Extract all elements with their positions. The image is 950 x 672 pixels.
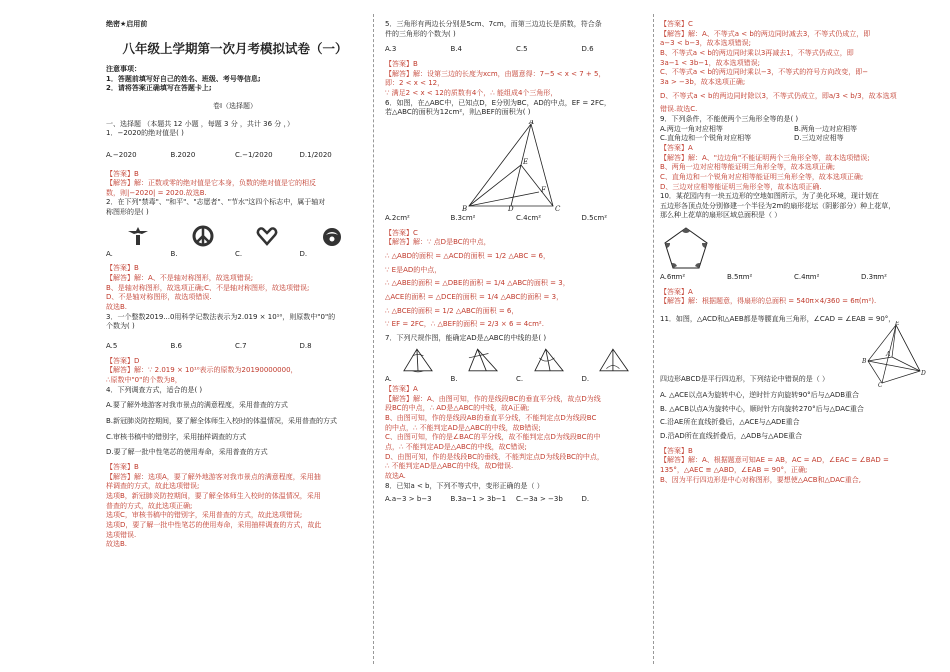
svg-text:B: B	[462, 204, 468, 212]
q5-stem-2: 件的三角形的个数为( )	[385, 29, 456, 38]
q7-option-b: B.	[450, 375, 458, 384]
column-middle	[385, 0, 647, 672]
q4-explanation-3: 选项B，新冠肺炎防控期间，要了解全体师生入校时的体温情况，采用	[106, 491, 321, 500]
q8-option-b: B.3a−1 > 3b−1	[450, 495, 507, 504]
q1-option-b: B.2020	[170, 150, 196, 159]
q8-explanation-8: 错误.故选C.	[660, 105, 698, 114]
q3-options	[106, 342, 364, 352]
q7-answer: 【答案】A	[385, 385, 418, 394]
q2-stem: 2．在下列"禁毒"、"和平"、"志愿者"、"节水"这四个标志中，属于轴对	[106, 198, 326, 207]
q6-answer: 【答案】C	[385, 228, 418, 237]
q1-explanation-2: 数，则|−2020| = 2020.故选B.	[106, 188, 207, 197]
q6-explanation-5: △ACE的面积 = △DCE的面积 = 1/4 △ABC的面积 = 3，	[385, 292, 564, 301]
svg-text:E: E	[895, 321, 900, 328]
q8-explanation-6: 3a > −3b，故本选项正确;	[660, 77, 746, 86]
q9-stem: 9．下列条件，不能使两个三角形全等的是( )	[660, 114, 799, 123]
q6-explanation-3: ∵ E是AD的中点，	[385, 265, 442, 274]
q8-stem: 8．已知a < b，下列不等式中，变形正确的是（ ）	[385, 481, 544, 490]
q9-options-row-2	[660, 134, 928, 144]
q2-options	[106, 250, 364, 260]
q10-option-c: C.4πm²	[794, 273, 820, 282]
q11-explanation: 【解答】解：A、根据题意可知AE = AB，AC = AD，∠EAC = ∠BAD =	[660, 456, 889, 465]
q4-explanation: 【解答】解：选项A，要了解外地游客对我市景点的满意程度，采用抽	[106, 472, 321, 481]
q6-explanation-6: ∴ △BCE的面积 = 1/2 △ABC的面积 = 6，	[385, 306, 519, 315]
q11-explanation-2: 135°，△AEC ≌ △ABD，∠EAB = 90°，正确;	[660, 466, 808, 475]
q3-stem-2: 个数为( )	[106, 322, 135, 331]
q10-option-b: B.5πm²	[727, 273, 753, 282]
q5-option-c: C.5	[516, 45, 528, 54]
q8-explanation-5: C、不等式a < b的两边同时乘以−3，不等式的符号方向改变，即−	[660, 68, 869, 77]
q1-options	[106, 151, 364, 161]
q4-option-a: A.要了解外地游客对我市景点的满意程度，采用普查的方式	[106, 401, 288, 410]
q5-explanation: 【解答】解：设第三边的长度为xcm，由题意得：7−5 < x < 7 + 5，	[385, 69, 606, 78]
q4-answer: 【答案】B	[106, 462, 139, 471]
q2-explanation-4: 故选B.	[106, 303, 128, 312]
q10-option-d: D.3πm²	[861, 273, 887, 282]
q9-explanation: 【解答】解：A、"边边角"不能证明两个三角形全等，故本选项错误;	[660, 153, 870, 162]
q2-explanation-2: B、是轴对称图形，故选项正确;C、不是轴对称图形，故选项错误;	[106, 283, 310, 292]
q8-option-d: D.	[581, 495, 590, 504]
q6-option-d: D.5cm²	[581, 213, 608, 222]
q5-option-d: D.6	[581, 45, 594, 54]
section-heading: 一、选择题 （本题共 12 小题 ，每题 3 分 ，共计 36 分 ，）	[106, 119, 295, 128]
q11-option-d: D.沿AD所在直线折叠后，△ADB与△ADE重合	[660, 432, 803, 441]
q9-explanation-2: B、两角一边对应相等能证明三角形全等，故本选项正确;	[660, 163, 836, 172]
q1-stem: 1．−2020的绝对值是( )	[106, 129, 184, 138]
notes-heading: 注意事项：	[106, 64, 141, 73]
q7-explanation-4: 的中点，∴ 不能判定AD是△ABC的中线，故B错误;	[385, 423, 541, 432]
q11-option-b: B. △ACB以点A为旋转中心，顺时针方向旋转270°后与△DAC重合	[660, 404, 864, 413]
q7-option-d: D.	[581, 375, 590, 384]
q5-explanation-2: 即：2 < x < 12，	[385, 79, 445, 88]
q4-explanation-5: 选项C，审核书稿中的错别字，采用普查的方式，故此选项错误;	[106, 511, 303, 520]
q8-option-a: A.a−3 > b−3	[385, 495, 432, 504]
triangle-abc-figure	[461, 120, 571, 212]
column-divider-2	[653, 14, 654, 664]
q10-explanation: 【解答】解：根据题意，得扇形的总面积 = 540π×4/360 = 6π(m²).	[660, 297, 877, 306]
q7-explanation-9: 故选A.	[385, 472, 406, 481]
q10-options	[660, 273, 928, 283]
q7-option-c: C.	[516, 375, 524, 384]
q9-option-c: C.直角边和一个锐角对应相等	[660, 134, 752, 143]
q7-explanation-5: C、由图可知，作的是∠BAC的平分线，故不能判定点D为线段BC的中	[385, 433, 601, 442]
q1-option-c: C.−1/2020	[235, 150, 273, 159]
svg-text:C: C	[555, 204, 561, 212]
q6-option-b: B.3cm²	[450, 213, 476, 222]
anti-drug-eagle-icon	[126, 224, 150, 248]
svg-text:B: B	[862, 358, 867, 366]
q9-answer: 【答案】A	[660, 143, 693, 152]
q11-stem-2: 四边形ABCD是平行四边形，下列结论中错误的是（ ）	[660, 375, 829, 384]
q3-option-a: A.5	[106, 342, 118, 351]
pentagon-garden-figure	[662, 225, 710, 271]
svg-text:D: D	[921, 370, 926, 378]
q9-explanation-3: C、直角边和一个锐角对应相等能证明三角形全等，故本选项正确;	[660, 172, 864, 181]
q5-options	[385, 45, 647, 55]
q2-option-c: C.	[235, 249, 243, 258]
column-divider-1	[373, 14, 374, 664]
q3-option-d: D.8	[299, 342, 312, 351]
q10-answer: 【答案】A	[660, 287, 693, 296]
q7-explanation: 【解答】解：A、由图可知，作的是线段BC的垂直平分线，故点D为线	[385, 394, 601, 403]
q1-option-d: D.1/2020	[299, 150, 332, 159]
q2-option-b: B.	[170, 249, 178, 258]
q3-option-c: C.7	[235, 342, 247, 351]
construction-c-icon	[532, 347, 566, 373]
q2-option-d: D.	[299, 249, 308, 258]
q10-stem-3: 那么种上花草的扇形区域总面积是（ ）	[660, 211, 782, 220]
svg-text:D: D	[508, 204, 514, 212]
q3-explanation: 【解答】解：∵ 2.019 × 10¹⁰表示的原数为20190000000，	[106, 366, 298, 375]
q8-explanation-3: B、不等式a < b的两边同时乘以3再减去1，不等式仍成立，即	[660, 48, 854, 57]
q3-stem: 3．一个整数2019...0用科学记数法表示为2.019 × 10¹⁰，则原数中"0"的	[106, 312, 336, 321]
q8-option-c: C.−3a > −3b	[516, 495, 563, 504]
svg-text:F: F	[541, 185, 546, 194]
q7-explanation-2: 段BC的中点，∴ AD是△ABC的中线，故A正确;	[385, 404, 530, 413]
q4-explanation-7: 选项错误.	[106, 530, 137, 539]
q6-stem: 6．如图，在△ABC中，已知点D，E分别为BC，AD的中点，EF = 2FC，	[385, 98, 611, 107]
svg-text:E: E	[523, 157, 529, 166]
q5-explanation-3: ∵ 满足2 < x < 12的质数有4个，∴ 能组成4个三角形，	[385, 88, 558, 97]
q7-constructions	[385, 347, 647, 373]
q7-explanation-6: 点，∴ 不能判定AD是△ABC的中线，故C错误;	[385, 443, 527, 452]
column-left	[106, 0, 364, 672]
q4-option-d: D.要了解一批中性笔芯的使用寿命，采用普查的方式	[106, 448, 268, 457]
peace-symbol-icon	[191, 224, 215, 248]
volunteer-heart-icon	[255, 224, 279, 248]
q8-explanation-7: D、不等式a < b的两边同时除以3，不等式仍成立，即a/3 < b/3，故本选项	[660, 91, 897, 100]
q8-answer: 【答案】C	[660, 20, 693, 28]
q7-explanation-7: D、由图可知，作的是线段BC的垂线，不能判定点D为线段BC的中点，	[385, 452, 604, 461]
q9-option-b: B.两角一边对应相等	[794, 124, 858, 133]
q6-explanation-2: ∴ △ABD的面积 = △ACD的面积 = 1/2 △ABC = 6，	[385, 251, 550, 260]
q10-option-a: A.6πm²	[660, 273, 686, 282]
q11-explanation-3: B、因为平行四边形是中心对称图形，要想使△ACB和△DAC重合,	[660, 475, 861, 484]
q3-option-b: B.6	[170, 342, 182, 351]
note-2: 2．请将答案正确填写在答题卡上;	[106, 84, 212, 93]
page-title: 八年级上学期第一次月考模拟试卷（一）	[122, 40, 348, 56]
note-1: 1．答题前填写好自己的姓名、班级、考号等信息;	[106, 74, 261, 83]
q11-answer: 【答案】B	[660, 446, 693, 455]
q6-options	[385, 214, 647, 224]
q11-block	[660, 315, 928, 387]
q5-answer: 【答案】B	[385, 59, 418, 68]
q7-options	[385, 375, 647, 385]
q1-option-a: A.−2020	[106, 150, 137, 159]
q6-explanation-7: ∵ EF = 2FC，∴ △BEF的面积 = 2/3 × 6 = 4cm².	[385, 320, 544, 329]
q6-option-c: C.4cm²	[516, 213, 542, 222]
q4-option-b: B.新冠肺炎防控期间，要了解全体师生入校时的体温情况，采用普查的方式	[106, 416, 338, 425]
q4-explanation-2: 样调查的方式，故此选项错误;	[106, 482, 200, 491]
construction-d-icon	[597, 347, 631, 373]
q1-explanation: 【解答】解：正数或零的绝对值是它本身，负数的绝对值是它的相反	[106, 179, 316, 188]
q2-explanation: 【解答】解：A、不是轴对称图形，故选项错误;	[106, 274, 254, 283]
part-heading: 卷Ⅰ（选择题）	[212, 101, 258, 110]
q1-answer: 【答案】B	[106, 169, 139, 178]
q7-stem: 7．下列尺规作图，能确定AD是△ABC的中线的是( )	[385, 333, 547, 342]
q5-stem: 5．三角形有两边长分别是5cm、7cm，而第三边边长是质数，符合条	[385, 20, 602, 28]
q4-explanation-6: 选项D，要了解一批中性笔芯的使用寿命，采用抽样调查的方式，故此	[106, 520, 322, 529]
q4-explanation-8: 故选B.	[106, 540, 128, 549]
svg-text:A: A	[886, 351, 891, 359]
column-right	[660, 0, 928, 672]
svg-text:A: A	[529, 119, 535, 126]
q2-explanation-3: D、不是轴对称图形，故选项错误.	[106, 293, 212, 302]
q7-explanation-8: ∴ 不能判定AD是△ABC的中线，故D错误.	[385, 462, 514, 471]
q5-option-a: A.3	[385, 45, 397, 54]
q8-explanation-4: 3a−1 < 3b−1，故本选项错误;	[660, 58, 760, 67]
q4-explanation-4: 普查的方式，故此选项正确;	[106, 501, 193, 510]
q11-option-a: A. △ACE以点A为旋转中心，逆时针方向旋转90°后与△ADB重合	[660, 391, 860, 400]
q2-stem-2: 称图形的是( )	[106, 208, 149, 217]
water-saving-icon	[320, 224, 344, 248]
q9-option-a: A.两边一角对应相等	[660, 124, 723, 133]
q8-options	[385, 495, 647, 505]
q3-answer: 【答案】D	[106, 356, 140, 365]
q2-symbols	[106, 224, 364, 248]
q11-option-c: C.沿AE所在直线折叠后，△ACE与△ADE重合	[660, 418, 800, 427]
q4-option-c: C.审核书稿中的错别字，采用抽样调查的方式	[106, 432, 247, 441]
q3-explanation-2: ∴原数中"0"的个数为8，	[106, 376, 182, 384]
rotation-figure	[862, 321, 928, 387]
q10-stem: 10．某花园内有一块五边形的空地如图所示，为了美化环境，现计划在	[660, 192, 879, 201]
q7-explanation-3: B、由图可知，作的是线段AB的垂直平分线，不能判定点D为线段BC	[385, 414, 597, 423]
q9-options-row-1	[660, 125, 928, 135]
svg-text:C: C	[878, 382, 883, 388]
q10-stem-2: 五边形各顶点处分别修建一个半径为2m的扇形花坛（阴影部分）种上花草，	[660, 201, 896, 210]
q7-option-a: A.	[385, 375, 392, 384]
q6-option-a: A.2cm²	[385, 213, 410, 222]
q9-option-d: D.三边对应相等	[794, 134, 844, 143]
q2-option-a: A.	[106, 249, 113, 258]
construction-b-icon	[466, 347, 500, 373]
q6-stem-2: 若△ABC的面积为12cm²，则△BEF的面积为( )	[385, 108, 531, 117]
q6-explanation-4: ∴ △ABE的面积 = △DBE的面积 = 1/4 △ABC的面积 = 3，	[385, 279, 570, 288]
q2-answer: 【答案】B	[106, 264, 139, 273]
q8-explanation-2: a−3 < b−3，故本选项错误;	[660, 39, 752, 48]
q9-explanation-4: D、三边对应相等能证明三角形全等，故本选项正确.	[660, 182, 822, 191]
q4-stem: 4．下列调查方式，适合的是( )	[106, 385, 203, 394]
q5-option-b: B.4	[450, 45, 462, 54]
q6-explanation: 【解答】解：∵ 点D是BC的中点，	[385, 238, 491, 247]
q8-explanation: 【解答】解：A、不等式a < b的两边同时减去3，不等式仍成立，即	[660, 29, 871, 38]
secret-mark: 绝密★启用前	[106, 20, 148, 28]
q11-stem: 11．如图，△ACD和△AEB都是等腰直角三角形，∠CAD = ∠EAB = 90°，	[660, 315, 896, 324]
construction-a-icon	[401, 347, 435, 373]
